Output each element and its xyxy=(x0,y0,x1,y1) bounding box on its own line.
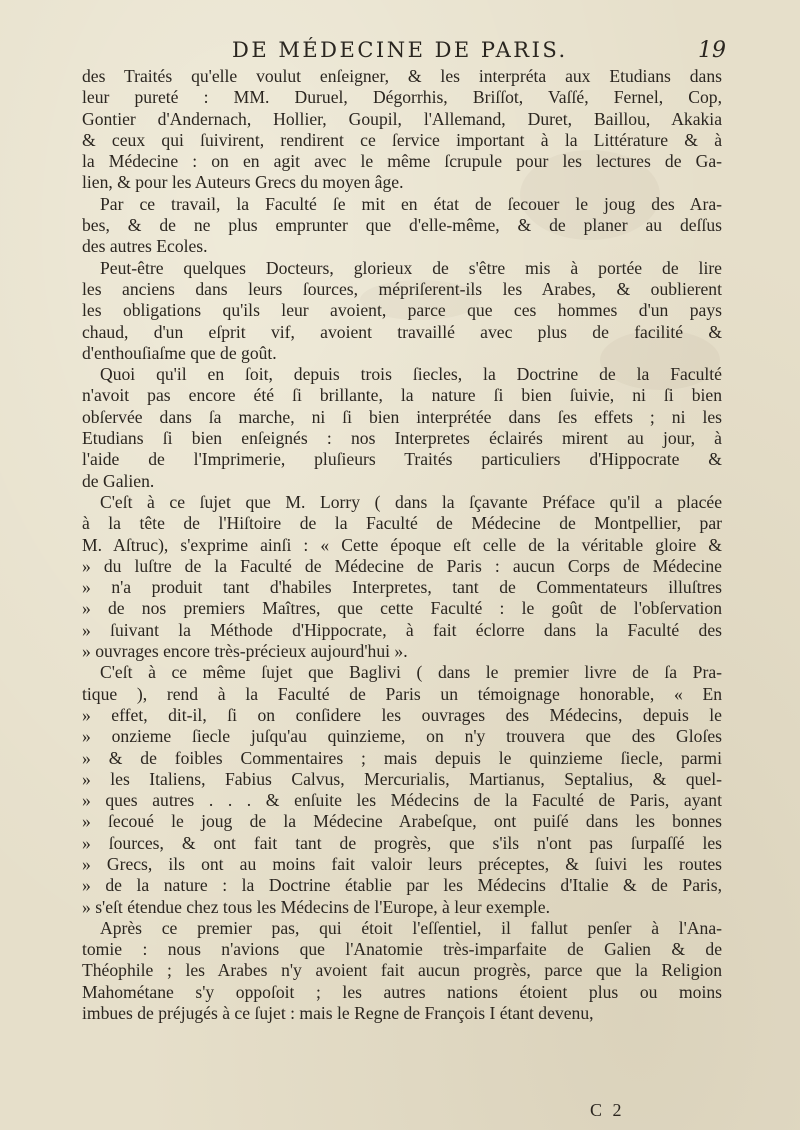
text-line: Etudians ſi bien enſeignés : nos Interpretes éclairés mirent au jour, à xyxy=(82,428,722,449)
text-line: tomie : nous n'avions que l'Anatomie très-imparfaite de Galien & de xyxy=(82,939,722,960)
text-line: imbues de préjugés à ce ſujet : mais le Regne de François I étant devenu, xyxy=(82,1003,594,1024)
text-line: » n'a produit tant d'habiles Interpretes, tant de Commentateurs illuſtres xyxy=(82,577,722,598)
text-line: » s'eſt étendue chez tous les Médecins de l'Europe, à leur exemple. xyxy=(82,896,551,917)
text-line: » de nos premiers Maîtres, que cette Faculté : le goût de l'obſervation xyxy=(82,598,722,619)
text-line: les anciens dans leurs ſources, mépriſerent-ils les Arabes, & oublierent xyxy=(82,278,722,299)
text-line: » du luſtre de la Faculté de Médecine de Paris : aucun Corps de Médecine xyxy=(82,555,722,576)
text-line: des autres Ecoles. xyxy=(82,236,208,257)
text-line: Peut-être quelques Docteurs, glorieux de s'être mis à portée de lire xyxy=(100,257,722,278)
text-line: & ceux qui ſuivirent, rendirent ce ſervice important à la Littérature & à xyxy=(82,129,722,150)
text-line: Après ce premier pas, qui étoit l'eſſentiel, il fallut penſer à l'Ana- xyxy=(100,917,722,938)
text-line: Théophile ; les Arabes n'y avoient fait aucun progrès, parce que la Religion xyxy=(82,960,722,981)
text-line: » de la nature : la Doctrine établie par les Médecins d'Italie & de Paris, xyxy=(82,875,722,896)
text-line: des Traités qu'elle voulut enſeigner, & les interpréta aux Etudians dans xyxy=(82,66,722,86)
body-text xyxy=(82,66,722,1024)
text-line: Par ce travail, la Faculté ſe mit en état de ſecouer le joug des Ara- xyxy=(100,193,722,214)
text-line: » ſuivant la Méthode d'Hippocrate, à fait éclorre dans la Faculté des xyxy=(82,619,722,640)
text-line: M. Aſtruc), s'exprime ainſi : « Cette époque eſt celle de la véritable gloire & xyxy=(82,534,722,555)
text-line: » ſources, & ont fait tant de progrès, que s'ils n'ont pas ſurpaſſé les xyxy=(82,832,722,853)
text-line: la Médecine : on en agit avec le même ſcrupule pour les lectures de Ga- xyxy=(82,151,722,172)
text-line: C'eſt à ce même ſujet que Baglivi ( dans le premier livre de ſa Pra- xyxy=(100,662,722,683)
text-line: » Grecs, ils ont au moins fait valoir leurs préceptes, & ſuivi les routes xyxy=(82,853,722,874)
text-line: » effet, dit-il, ſi on conſidere les ouvrages des Médecins, depuis le xyxy=(82,704,722,725)
text-line: » & de foibles Commentaires ; mais depuis le quinzieme ſiecle, parmi xyxy=(82,747,722,768)
signature-mark: C 2 xyxy=(590,1100,625,1120)
text-line: à la tête de l'Hiſtoire de la Faculté de Médecine de Montpellier, par xyxy=(82,513,722,534)
text-line: » ouvrages encore très-précieux aujourd'hui ». xyxy=(82,641,408,662)
text-line: » les Italiens, Fabius Calvus, Mercurialis, Martianus, Septalius, & quel- xyxy=(82,768,722,789)
text-line: C'eſt à ce ſujet que M. Lorry ( dans la ſçavante Préface qu'il a placée xyxy=(100,491,722,512)
text-line: Mahométane s'y oppoſoit ; les autres nations étoient plus ou moins xyxy=(82,981,722,1002)
text-line: obſervée dans ſa marche, ni ſi bien interprétée dans ſes effets ; ni les xyxy=(82,406,722,427)
text-line: les obligations qu'ils leur avoient, parce que ces hommes d'un pays xyxy=(82,300,722,321)
text-line: bes, & de ne plus emprunter que d'elle-même, & de planer au deſſus xyxy=(82,215,722,236)
text-line: Quoi qu'il en ſoit, depuis trois ſiecles, la Doctrine de la Faculté xyxy=(100,364,722,385)
text-line: lien, & pour les Auteurs Grecs du moyen âge. xyxy=(82,172,404,193)
text-line: chaud, d'un eſprit vif, avoient travaillé avec plus de facilité & xyxy=(82,321,722,342)
text-line: l'aide de l'Imprimerie, pluſieurs Traités particuliers d'Hippocrate & xyxy=(82,449,722,470)
text-line: Gontier d'Andernach, Hollier, Goupil, l'Allemand, Duret, Baillou, Akakia xyxy=(82,108,722,129)
text-line: » onzieme ſiecle juſqu'au quinzieme, on n'y trouvera que des Gloſes xyxy=(82,726,722,747)
running-head: DE MÉDECINE DE PARIS. xyxy=(232,38,568,62)
text-line: de Galien. xyxy=(82,470,155,491)
text-line: d'enthouſiaſme que de goût. xyxy=(82,342,277,363)
text-line: » ques autres . . . & enſuite les Médecins de la Faculté de Paris, ayant xyxy=(82,790,722,811)
text-line: leur pureté : MM. Duruel, Dégorrhis, Briſſot, Vaſſé, Fernel, Cop, xyxy=(82,87,722,108)
text-line: n'avoit pas encore été ſi brillante, la nature ſi bien ſuivie, ni ſi bien xyxy=(82,385,722,406)
text-line: tique ), rend à la Faculté de Paris un témoignage honorable, « En xyxy=(82,683,722,704)
text-line: » ſecoué le joug de la Médecine Arabeſque, ont puiſé dans les bonnes xyxy=(82,811,722,832)
page-number: 19 xyxy=(698,38,726,63)
